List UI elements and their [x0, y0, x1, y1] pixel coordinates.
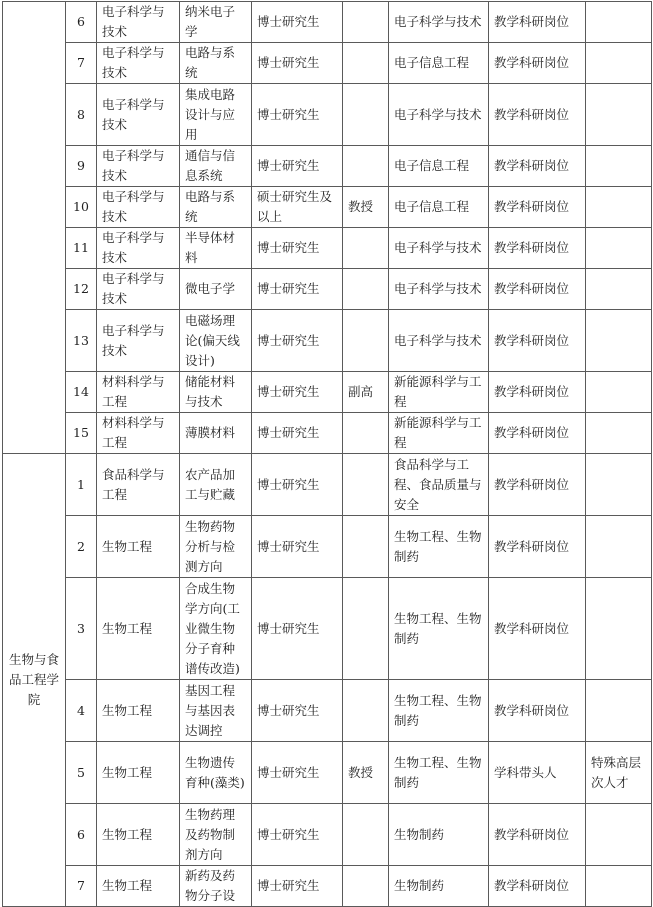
professional-title-cell: 教授: [343, 187, 389, 228]
teaching-major-cell: 生物工程、生物制药: [389, 680, 489, 742]
post-type-cell: 教学科研岗位: [489, 413, 586, 454]
row-number: 14: [66, 372, 97, 413]
discipline-cell: 电子科学与技术: [97, 43, 180, 84]
table-row: [3, 43, 652, 84]
degree-requirement-cell: 博士研究生: [252, 310, 343, 372]
research-direction-cell: 通信与信息系统: [180, 146, 252, 187]
professional-title-cell: [343, 866, 389, 907]
remark-cell: [586, 372, 652, 413]
row-number: 8: [66, 84, 97, 146]
teaching-major-cell: 食品科学与工程、食品质量与安全: [389, 454, 489, 516]
professional-title-cell: [343, 454, 389, 516]
row-number: 2: [66, 516, 97, 578]
degree-requirement-cell: 博士研究生: [252, 228, 343, 269]
table-row: [3, 310, 652, 372]
table-row: [3, 187, 652, 228]
remark-cell: [586, 310, 652, 372]
recruitment-table: [2, 1, 652, 907]
row-number: 7: [66, 866, 97, 907]
professional-title-cell: [343, 680, 389, 742]
table-row: [3, 804, 652, 866]
professional-title-cell: 副高: [343, 372, 389, 413]
discipline-cell: 电子科学与技术: [97, 146, 180, 187]
post-type-cell: 教学科研岗位: [489, 2, 586, 43]
remark-cell: [586, 146, 652, 187]
row-number: 6: [66, 804, 97, 866]
post-type-cell: 教学科研岗位: [489, 228, 586, 269]
research-direction-cell: 生物遗传育种(藻类): [180, 742, 252, 804]
remark-cell: [586, 413, 652, 454]
degree-requirement-cell: 博士研究生: [252, 413, 343, 454]
teaching-major-cell: 新能源科学与工程: [389, 413, 489, 454]
teaching-major-cell: 新能源科学与工程: [389, 372, 489, 413]
teaching-major-cell: 电子信息工程: [389, 146, 489, 187]
post-type-cell: 教学科研岗位: [489, 187, 586, 228]
discipline-cell: 生物工程: [97, 742, 180, 804]
post-type-cell: 教学科研岗位: [489, 804, 586, 866]
research-direction-cell: 半导体材料: [180, 228, 252, 269]
post-type-cell: 教学科研岗位: [489, 516, 586, 578]
row-number: 9: [66, 146, 97, 187]
discipline-cell: 生物工程: [97, 680, 180, 742]
row-number: 13: [66, 310, 97, 372]
row-number: 7: [66, 43, 97, 84]
post-type-cell: 教学科研岗位: [489, 146, 586, 187]
professional-title-cell: [343, 43, 389, 84]
row-number: 11: [66, 228, 97, 269]
discipline-cell: 电子科学与技术: [97, 310, 180, 372]
table-row: [3, 516, 652, 578]
row-number: 6: [66, 2, 97, 43]
discipline-cell: 电子科学与技术: [97, 228, 180, 269]
discipline-cell: 食品科学与工程: [97, 454, 180, 516]
teaching-major-cell: 生物制药: [389, 804, 489, 866]
remark-cell: 特殊高层次人才: [586, 742, 652, 804]
research-direction-cell: 农产品加工与贮藏: [180, 454, 252, 516]
remark-cell: [586, 2, 652, 43]
post-type-cell: 教学科研岗位: [489, 578, 586, 680]
table-row: [3, 269, 652, 310]
professional-title-cell: 教授: [343, 742, 389, 804]
discipline-cell: 电子科学与技术: [97, 269, 180, 310]
degree-requirement-cell: 博士研究生: [252, 84, 343, 146]
professional-title-cell: [343, 413, 389, 454]
teaching-major-cell: 电子信息工程: [389, 187, 489, 228]
degree-requirement-cell: 博士研究生: [252, 742, 343, 804]
remark-cell: [586, 43, 652, 84]
teaching-major-cell: 电子科学与技术: [389, 310, 489, 372]
teaching-major-cell: 电子科学与技术: [389, 2, 489, 43]
discipline-cell: 电子科学与技术: [97, 187, 180, 228]
row-number: 4: [66, 680, 97, 742]
table-row: [3, 146, 652, 187]
discipline-cell: 生物工程: [97, 804, 180, 866]
teaching-major-cell: 电子信息工程: [389, 43, 489, 84]
post-type-cell: 教学科研岗位: [489, 866, 586, 907]
degree-requirement-cell: 博士研究生: [252, 269, 343, 310]
discipline-cell: 材料科学与工程: [97, 413, 180, 454]
research-direction-cell: 合成生物学方向(工业微生物分子育种谱传改造): [180, 578, 252, 680]
remark-cell: [586, 680, 652, 742]
remark-cell: [586, 84, 652, 146]
discipline-cell: 生物工程: [97, 866, 180, 907]
discipline-cell: 电子科学与技术: [97, 84, 180, 146]
post-type-cell: 教学科研岗位: [489, 454, 586, 516]
row-number: 3: [66, 578, 97, 680]
college-cell: [3, 2, 66, 454]
table-row: [3, 680, 652, 742]
degree-requirement-cell: 博士研究生: [252, 454, 343, 516]
table-row: [3, 866, 652, 907]
professional-title-cell: [343, 84, 389, 146]
table-row: [3, 228, 652, 269]
college-cell: 生物与食品工程学院: [3, 454, 66, 907]
degree-requirement-cell: 博士研究生: [252, 804, 343, 866]
post-type-cell: 教学科研岗位: [489, 372, 586, 413]
research-direction-cell: 基因工程与基因表达调控: [180, 680, 252, 742]
degree-requirement-cell: 博士研究生: [252, 516, 343, 578]
degree-requirement-cell: 博士研究生: [252, 372, 343, 413]
research-direction-cell: 储能材料与技术: [180, 372, 252, 413]
row-number: 15: [66, 413, 97, 454]
degree-requirement-cell: 博士研究生: [252, 866, 343, 907]
professional-title-cell: [343, 228, 389, 269]
remark-cell: [586, 269, 652, 310]
degree-requirement-cell: 博士研究生: [252, 43, 343, 84]
research-direction-cell: 纳米电子学: [180, 2, 252, 43]
remark-cell: [586, 187, 652, 228]
discipline-cell: 材料科学与工程: [97, 372, 180, 413]
professional-title-cell: [343, 2, 389, 43]
remark-cell: [586, 228, 652, 269]
research-direction-cell: 电路与系统: [180, 43, 252, 84]
discipline-cell: 生物工程: [97, 578, 180, 680]
degree-requirement-cell: 博士研究生: [252, 578, 343, 680]
table-row: [3, 454, 652, 516]
professional-title-cell: [343, 578, 389, 680]
teaching-major-cell: 生物制药: [389, 866, 489, 907]
degree-requirement-cell: 博士研究生: [252, 146, 343, 187]
remark-cell: [586, 804, 652, 866]
research-direction-cell: 集成电路设计与应用: [180, 84, 252, 146]
degree-requirement-cell: 硕士研究生及以上: [252, 187, 343, 228]
table-row: [3, 372, 652, 413]
research-direction-cell: 薄膜材料: [180, 413, 252, 454]
post-type-cell: 教学科研岗位: [489, 43, 586, 84]
teaching-major-cell: 生物工程、生物制药: [389, 578, 489, 680]
post-type-cell: 教学科研岗位: [489, 269, 586, 310]
teaching-major-cell: 电子科学与技术: [389, 84, 489, 146]
remark-cell: [586, 454, 652, 516]
teaching-major-cell: 电子科学与技术: [389, 269, 489, 310]
remark-cell: [586, 516, 652, 578]
post-type-cell: 教学科研岗位: [489, 310, 586, 372]
table-row: [3, 413, 652, 454]
remark-cell: [586, 866, 652, 907]
degree-requirement-cell: 博士研究生: [252, 2, 343, 43]
row-number: 1: [66, 454, 97, 516]
professional-title-cell: [343, 804, 389, 866]
teaching-major-cell: 生物工程、生物制药: [389, 516, 489, 578]
post-type-cell: 学科带头人: [489, 742, 586, 804]
research-direction-cell: 电磁场理论(偏天线设计): [180, 310, 252, 372]
professional-title-cell: [343, 269, 389, 310]
table-row: [3, 742, 652, 804]
research-direction-cell: 电路与系统: [180, 187, 252, 228]
professional-title-cell: [343, 310, 389, 372]
post-type-cell: 教学科研岗位: [489, 84, 586, 146]
research-direction-cell: 生物药物分析与检测方向: [180, 516, 252, 578]
remark-cell: [586, 578, 652, 680]
degree-requirement-cell: 博士研究生: [252, 680, 343, 742]
row-number: 10: [66, 187, 97, 228]
research-direction-cell: 微电子学: [180, 269, 252, 310]
discipline-cell: 生物工程: [97, 516, 180, 578]
table-row: [3, 84, 652, 146]
research-direction-cell: 新药及药物分子设: [180, 866, 252, 907]
discipline-cell: 电子科学与技术: [97, 2, 180, 43]
teaching-major-cell: 电子科学与技术: [389, 228, 489, 269]
research-direction-cell: 生物药理及药物制剂方向: [180, 804, 252, 866]
row-number: 5: [66, 742, 97, 804]
row-number: 12: [66, 269, 97, 310]
teaching-major-cell: 生物工程、生物制药: [389, 742, 489, 804]
table-row: [3, 2, 652, 43]
professional-title-cell: [343, 146, 389, 187]
post-type-cell: 教学科研岗位: [489, 680, 586, 742]
table-body: [3, 2, 652, 907]
table-row: [3, 578, 652, 680]
professional-title-cell: [343, 516, 389, 578]
